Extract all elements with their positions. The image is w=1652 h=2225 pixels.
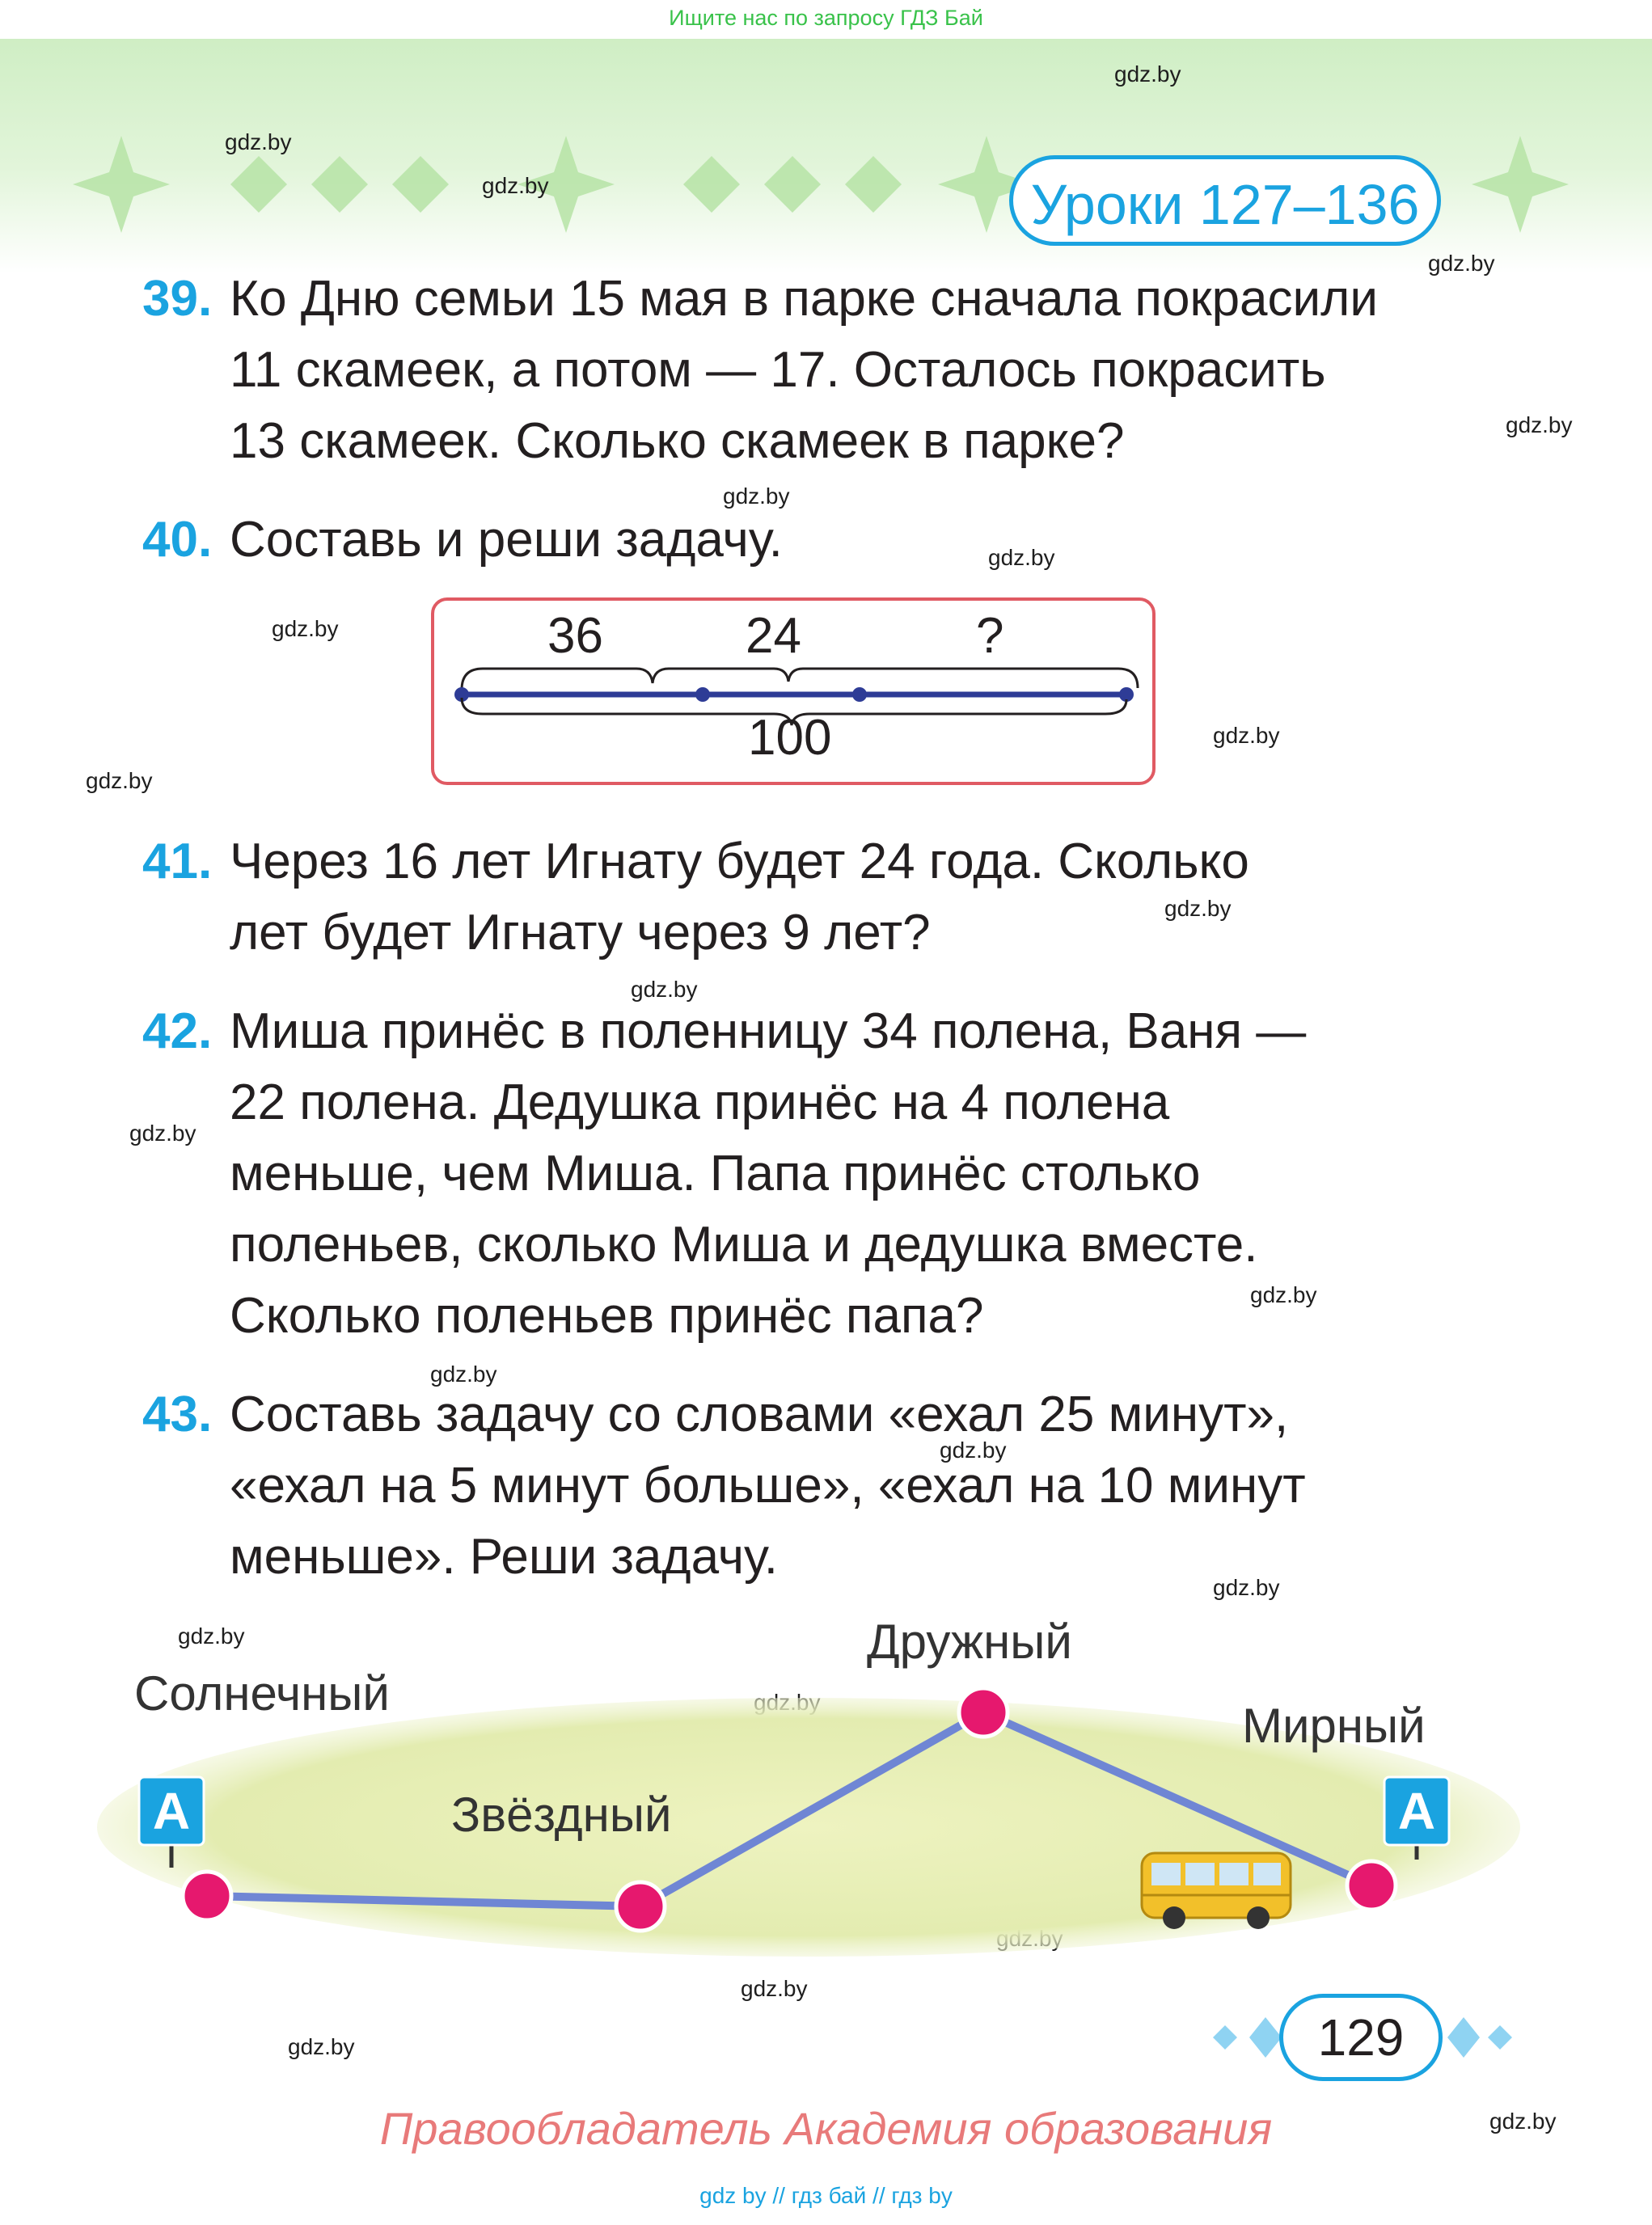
task-41-text [230, 826, 1443, 969]
watermark: gdz.by [1250, 1282, 1317, 1307]
town-label-mirny: Мирный [1242, 1699, 1426, 1753]
watermark: gdz.by [723, 483, 790, 509]
town-label-solnechny: Солнечный [134, 1666, 390, 1720]
copyright-notice: Правообладатель Академия образования [379, 2103, 1273, 2154]
segment-value-unknown: ? [976, 608, 1004, 664]
task-43-text [230, 1379, 1443, 1593]
task-number-40: 40. [142, 512, 213, 568]
task-line: «ехал на 5 минут больше», «ехал на 10 минут [230, 1458, 1306, 1514]
watermark: gdz.by [178, 1623, 245, 1649]
task-line: Составь и реши задачу. [230, 512, 783, 568]
task-line: Через 16 лет Игнату будет 24 года. Сколько [230, 834, 1249, 889]
top-banner: Ищите нас по запросу ГДЗ Бай [669, 6, 983, 30]
stop-solnechny-icon [183, 1872, 231, 1920]
watermark: gdz.by [86, 768, 153, 793]
watermark: gdz.by [1164, 896, 1232, 921]
watermark: gdz.by [482, 173, 549, 198]
stop-mirny-icon [1347, 1861, 1396, 1910]
task-number-41: 41. [142, 834, 213, 889]
watermark: gdz.by [225, 129, 292, 154]
watermark: gdz.by [1428, 251, 1495, 276]
lesson-badge: Уроки 127–136 [1009, 155, 1441, 246]
task-42-text [230, 996, 1443, 1352]
task-39-text [230, 264, 1443, 477]
town-label-druzhny: Дружный [867, 1615, 1072, 1669]
task-line: поленьев, сколько Миша и дедушка вместе. [230, 1217, 1258, 1273]
footer-links: gdz by // гдз бай // гдз by [699, 2183, 953, 2208]
watermark: gdz.by [631, 977, 698, 1002]
segment-diagram [431, 597, 1156, 785]
task-line: меньше, чем Миша. Папа принёс столько [230, 1146, 1201, 1201]
stop-zvezdny-icon [616, 1882, 665, 1931]
segment-value-1: 36 [547, 608, 603, 664]
watermark: gdz.by [1213, 723, 1280, 748]
bus-icon [1142, 1853, 1291, 1929]
page-number: 129 [1279, 1994, 1443, 2081]
task-number-42: 42. [142, 1003, 213, 1059]
watermark: gdz.by [1506, 412, 1573, 437]
bus-stop-letter-right: А [1397, 1782, 1436, 1840]
watermark: gdz.by [430, 1362, 497, 1387]
task-line: Составь задачу со словами «ехал 25 минут», [230, 1387, 1289, 1442]
watermark: gdz.by [288, 2034, 355, 2059]
watermark: gdz.by [741, 1976, 808, 2001]
segment-value-2: 24 [746, 608, 801, 664]
watermark: gdz.by [1114, 61, 1181, 87]
watermark: gdz.by [940, 1438, 1007, 1463]
task-line: Миша принёс в поленницу 34 полена, Ваня — [230, 1003, 1307, 1059]
task-line: 22 полена. Дедушка принёс на 4 полена [230, 1075, 1170, 1130]
task-number-39: 39. [142, 271, 213, 327]
watermark: gdz.by [1489, 2109, 1557, 2134]
watermark: gdz.by [129, 1121, 196, 1146]
task-line: 11 скамеек, а потом — 17. Осталось покрасить [230, 342, 1326, 398]
task-line: Сколько поленьев принёс папа? [230, 1288, 984, 1344]
bus-stop-letter-left: А [152, 1782, 191, 1840]
stop-druzhny-icon [959, 1688, 1008, 1737]
task-line: меньше». Реши задачу. [230, 1529, 779, 1585]
watermark: gdz.by [988, 545, 1055, 570]
task-line: лет будет Игнату через 9 лет? [230, 905, 931, 961]
watermark: gdz.by [272, 616, 339, 641]
task-number-43: 43. [142, 1387, 213, 1442]
task-line: Ко Дню семьи 15 мая в парке сначала покрасили [230, 271, 1378, 327]
task-40-text [230, 505, 1443, 576]
task-line: 13 скамеек. Сколько скамеек в парке? [230, 413, 1125, 469]
watermark: gdz.by [1213, 1575, 1280, 1600]
segment-total: 100 [748, 710, 832, 766]
town-label-zvezdny: Звёздный [451, 1788, 672, 1842]
